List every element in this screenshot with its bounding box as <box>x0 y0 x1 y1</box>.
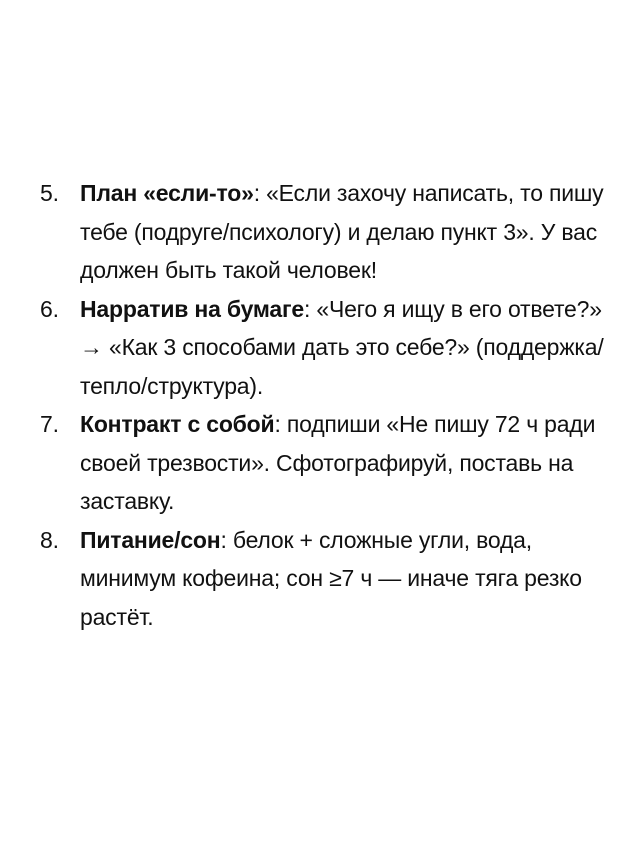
list-item <box>40 290 620 406</box>
item-text: : подпиши «Не пишу 72 ч ради своей трезвости». Сфотографируй, поставь на заставку. <box>80 411 596 514</box>
item-term: Питание/сон <box>80 526 221 553</box>
item-number: 5. <box>40 180 59 206</box>
list-item <box>40 405 620 521</box>
item-text: : «Чего я ищу в его ответе?» → «Как 3 способами дать это себе?» (поддержка/тепло/структура). <box>80 295 604 399</box>
item-number: 6. <box>40 295 59 322</box>
item-text: : белок + сложные угли, вода, минимум кофеина; сон ≥7 ч — иначе тяга резко растёт. <box>80 526 582 630</box>
list-item <box>40 521 620 637</box>
item-term: Нарратив на бумаге <box>80 295 304 322</box>
numbered-list <box>40 174 620 636</box>
item-number: 7. <box>40 411 59 437</box>
item-term: План «если-то» <box>80 180 254 206</box>
item-number: 8. <box>40 526 59 553</box>
item-text: : «Если захочу написать, то пишу тебе (подруге/психологу) и делаю пункт 3». У вас должен быть такой человек! <box>80 180 604 283</box>
list-item <box>40 174 620 290</box>
item-term: Контракт с собой <box>80 411 275 437</box>
